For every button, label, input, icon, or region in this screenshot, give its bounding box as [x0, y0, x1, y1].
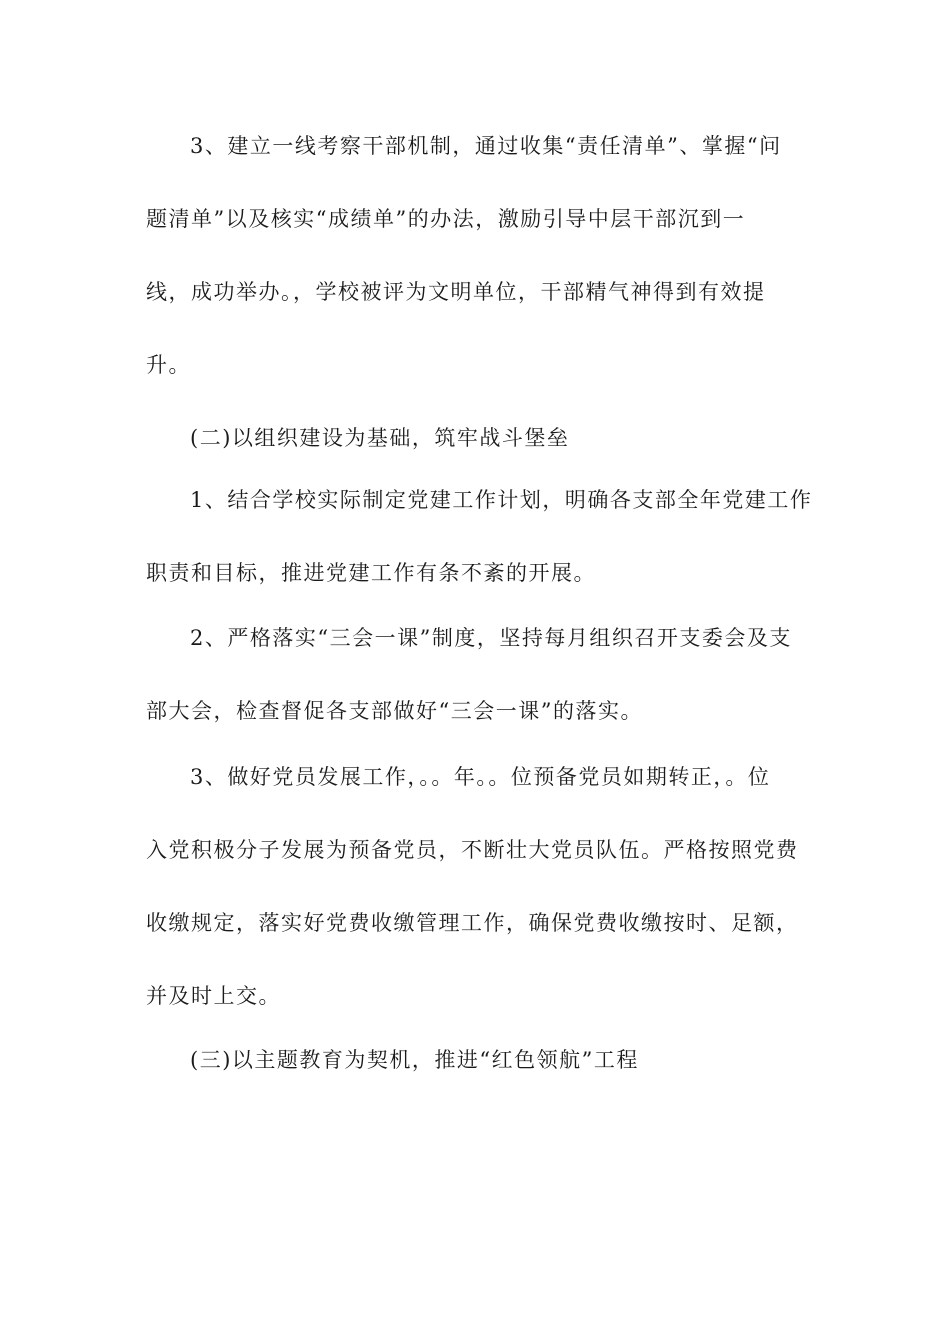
paragraph-line: 职责和目标，推进党建工作有条不紊的开展。 [146, 561, 596, 585]
section-heading: (三)以主题教育为契机，推进“红色领航”工程 [190, 1048, 639, 1072]
paragraph-line: 入党积极分子发展为预备党员，不断壮大党员队伍。严格按照党费 [146, 838, 799, 862]
paragraph-line: 收缴规定，落实好党费收缴管理工作，确保党费收缴按时、足额， [146, 911, 799, 935]
paragraph-line: 3、做好党员发展工作，。。年。。位预备党员如期转正，。位 [190, 765, 771, 789]
paragraph-line: 部大会，检查督促各支部做好“三会一课”的落实。 [146, 699, 643, 723]
paragraph-line: 3、建立一线考察干部机制，通过收集“责任清单”、掌握“问 [190, 134, 782, 158]
paragraph-line: 2、严格落实“三会一课”制度，坚持每月组织召开支委会及支 [190, 626, 792, 650]
section-heading: (二)以组织建设为基础，筑牢战斗堡垒 [190, 426, 570, 450]
paragraph-line: 题清单”以及核实“成绩单”的办法，激励引导中层干部沉到一 [146, 207, 746, 231]
paragraph-line: 并及时上交。 [146, 984, 281, 1008]
paragraph-line: 1、结合学校实际制定党建工作计划，明确各支部全年党建工作 [190, 488, 813, 512]
paragraph-line: 线，成功举办。，学校被评为文明单位，干部精气神得到有效提 [146, 280, 766, 304]
paragraph-line: 升。 [146, 353, 191, 377]
